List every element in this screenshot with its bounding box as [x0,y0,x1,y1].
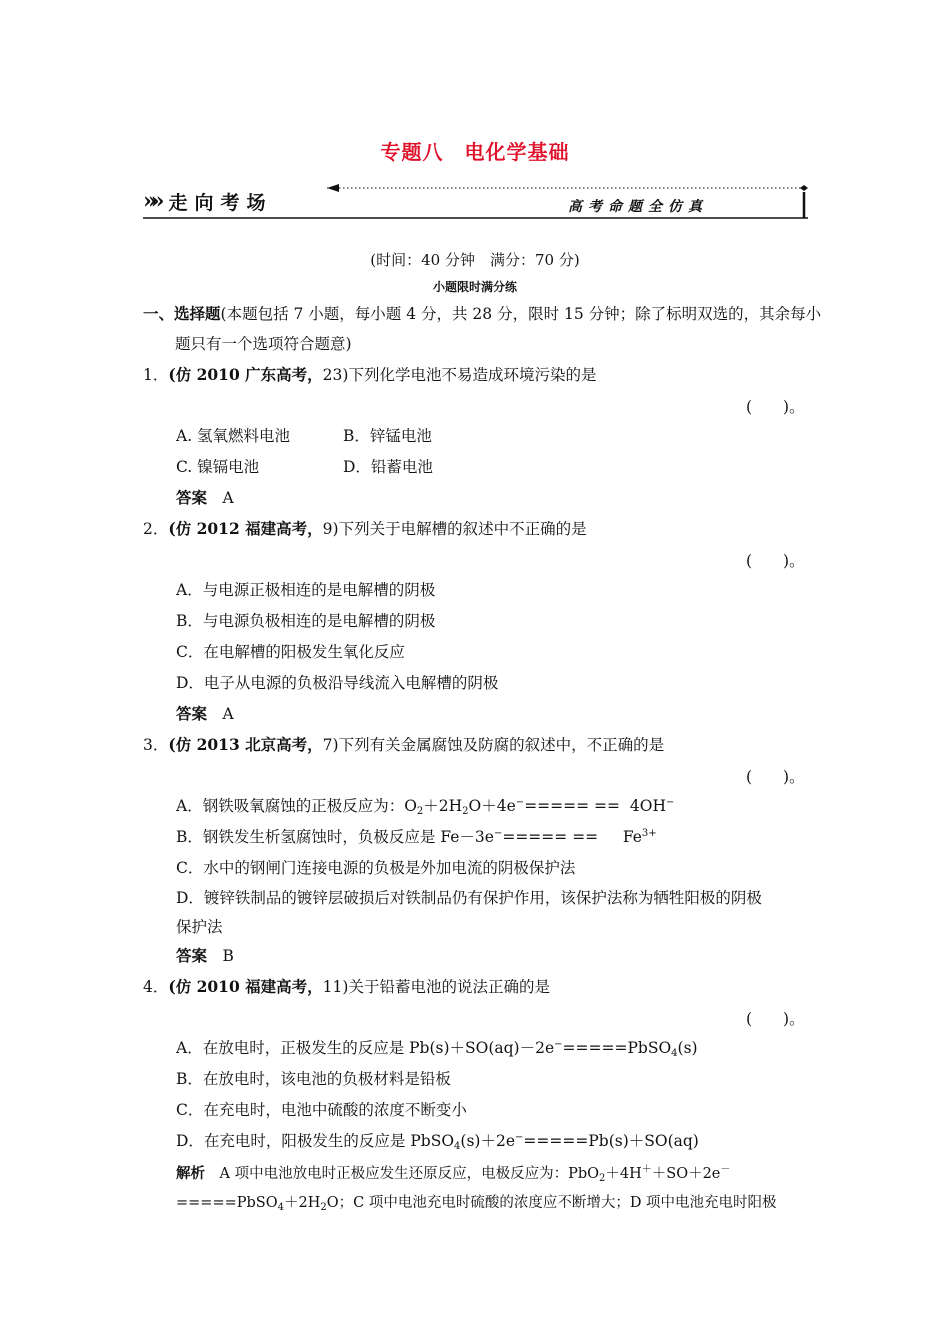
question-source: (仿 2010 广东高考， [168,365,323,384]
answer-blank: ( )。 [746,768,805,786]
question-number: 4． [143,978,169,996]
time-info: (时间：40 分钟 满分：70 分) [370,251,580,269]
answer-label: 答案 [176,488,208,507]
question-source: (仿 2010 福建高考， [168,977,323,996]
question-source: (仿 2012 福建高考， [168,519,323,538]
answer-label: 答案 [176,704,208,723]
question-source-tail: 9) [322,520,339,538]
question-3-stem [143,733,664,755]
q3-option-d-line1: D．镀锌铁制品的镀锌层破损后对铁制品仍有保护作用，该保护法称为牺牲阳极的阴极 [176,889,762,907]
question-source-tail: 7) [322,736,339,754]
answer-value: A [222,489,234,507]
question-source-tail: 23) [322,366,349,384]
q1-option-c: C. 镍镉电池 [176,458,260,476]
question-number: 2． [143,520,169,538]
q3-option-c: C．水中的钢闸门连接电源的负极是外加电流的阴极保护法 [176,859,576,877]
q4-analysis-line1: 解析 A 项中电池放电时正极应发生还原反应，电极反应为：PbO$_2$＋4H＋＋SO＋2e－ [176,1164,731,1184]
page-title: 专题八 电化学基础 [380,140,570,164]
section-instructions [143,302,821,324]
q2-option-c: C．在电解槽的阳极发生氧化反应 [176,643,405,661]
question-text: 下列关于电解槽的叙述中不正确的是 [338,520,587,538]
answer-blank: ( )。 [746,1010,805,1028]
answer-blank: ( )。 [746,398,805,416]
q1-option-d: D．铅蓄电池 [343,458,433,476]
q3-answer [176,944,234,966]
question-text: 下列化学电池不易造成环境污染的是 [348,366,597,384]
answer-value: B [222,947,234,965]
question-text: 关于铅蓄电池的说法正确的是 [348,978,550,996]
question-1-stem [143,363,596,385]
subheading: 小题限时满分练 [432,280,517,294]
section-desc-1: (本题包括 7 小题，每小题 4 分，共 28 分，限时 15 分钟；除了标明双选的，其余每小 [220,305,822,323]
q3-option-d-line2: 保护法 [176,918,223,936]
chevron-right-icon: »» [143,188,159,214]
section-banner [143,184,810,220]
q2-option-a: A．与电源正极相连的是电解槽的阴极 [176,581,436,599]
question-source: (仿 2013 北京高考， [168,735,323,754]
q1-answer [176,486,234,508]
analysis-label: 解析 [176,1165,205,1182]
q2-answer [176,702,234,724]
section-desc-2: 题只有一个选项符合题意) [175,335,352,353]
question-2-stem [143,517,587,539]
q4-option-a: A．在放电时，正极发生的反应是 Pb(s)＋SO(aq)－2e−=====PbSO$_4$(s) [176,1039,698,1059]
q4-analysis-line2: $=====PbSO_4+2H_2O$；C 项中电池充电时硫酸的浓度应不断增大；D 项中电池充电时阳极 [176,1195,777,1213]
q4-option-c: C．在充电时，电池中硫酸的浓度不断变小 [176,1101,467,1119]
q2-option-d: D．电子从电源的负极沿导线流入电解槽的阴极 [176,674,499,692]
question-text: 下列有关金属腐蚀及防腐的叙述中，不正确的是 [338,736,665,754]
q4-option-d: D．在充电时，阳极发生的反应是 PbSO$_4$(s)＋2e−=====Pb(s)＋SO(aq) [176,1132,699,1152]
answer-blank: ( )。 [746,552,805,570]
banner-heading [143,186,323,216]
question-number: 1． [143,366,169,384]
banner-title: 走向考场 [168,191,273,214]
q1-option-b: B．锌锰电池 [343,427,432,445]
answer-label: 答案 [176,946,208,965]
answer-value: A [222,705,234,723]
q3-option-a: A．钢铁吸氧腐蚀的正极反应为：$O_2+2H_2O+4e^-===== == 4OH^-$ [176,797,675,817]
question-number: 3． [143,736,169,754]
banner-subtitle: 高考命题全仿真 [568,199,708,215]
question-4-stem [143,975,550,997]
q1-option-a: A. 氢氧燃料电池 [176,427,291,445]
section-lead: 一、选择题 [143,304,221,323]
question-source-tail: 11) [322,978,349,996]
q3-option-b: B．钢铁发生析氢腐蚀时，负极反应是 Fe－3e−===== == $Fe^{3+}$ [176,828,657,846]
q4-option-b: B．在放电时，该电池的负极材料是铅板 [176,1070,451,1088]
q2-option-b: B．与电源负极相连的是电解槽的阴极 [176,612,436,630]
